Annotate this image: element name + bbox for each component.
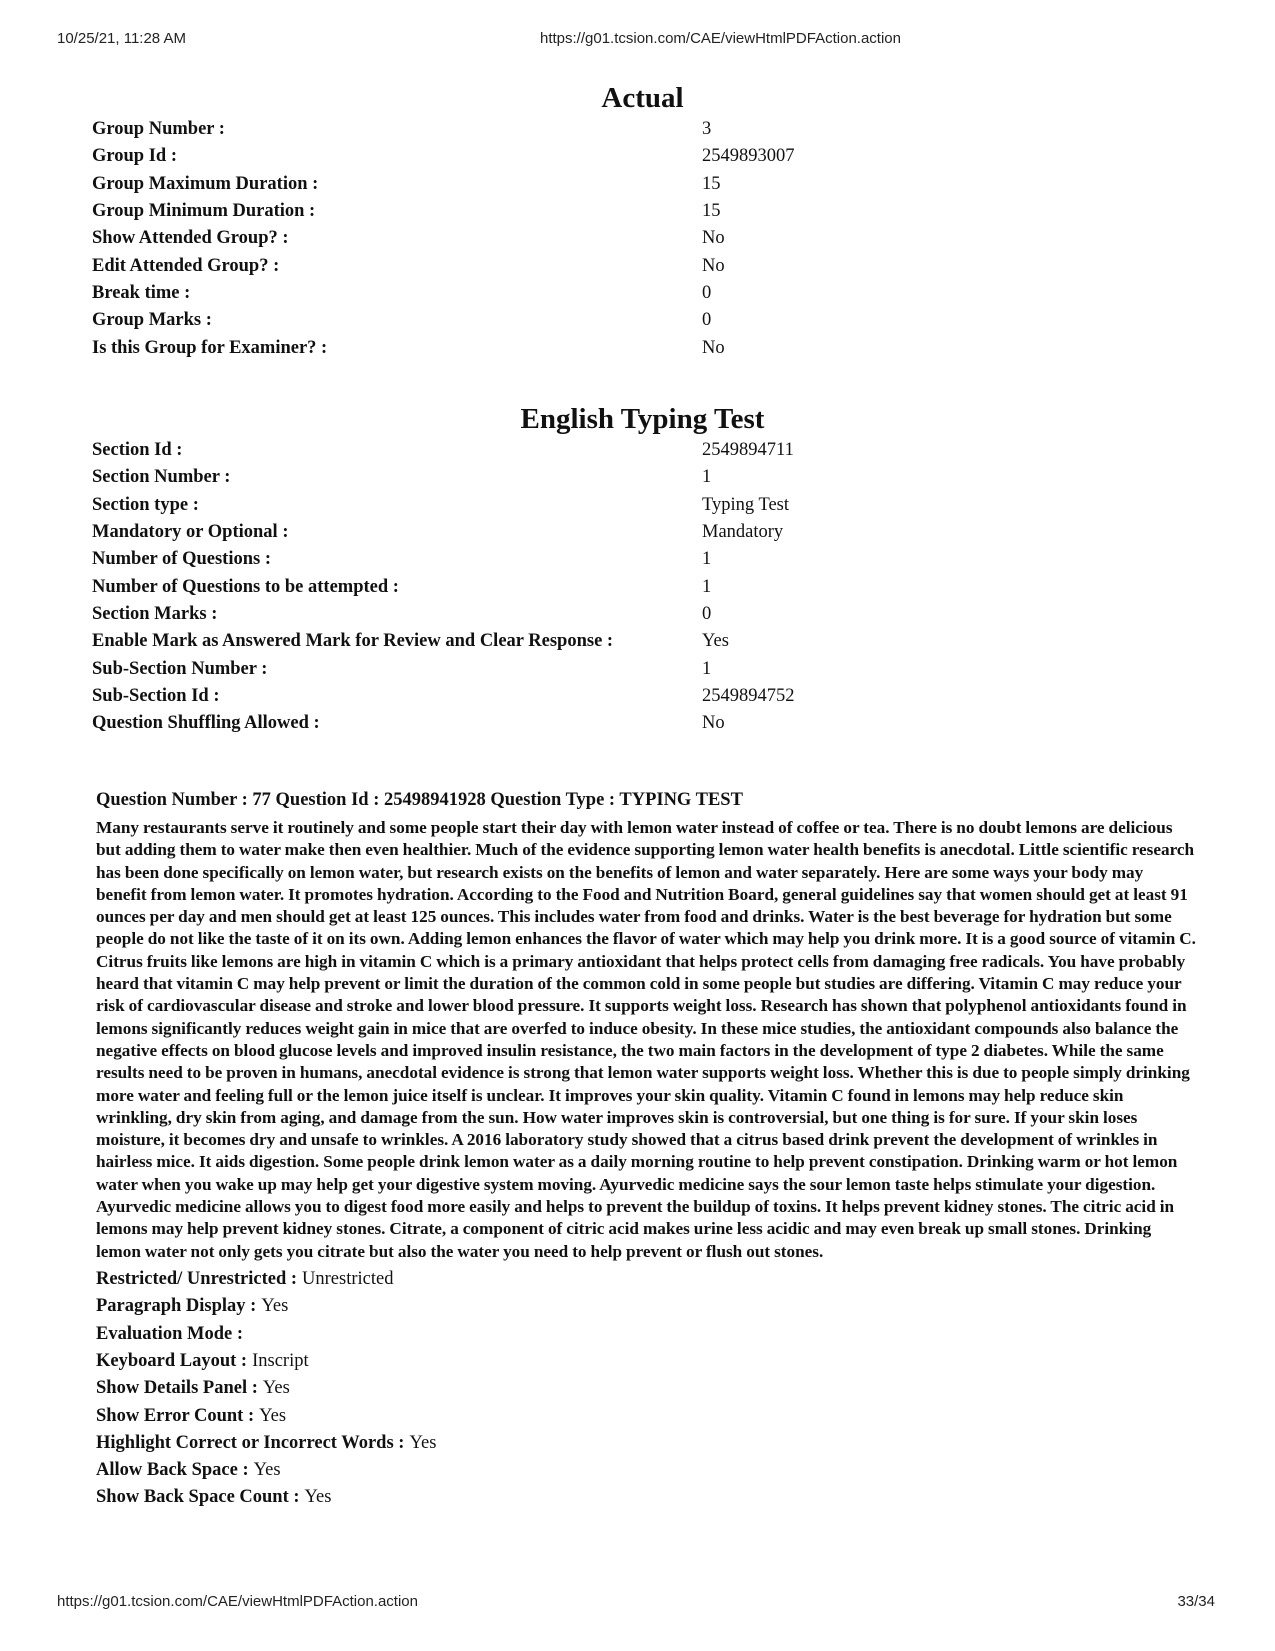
detail-value: 2549894711	[702, 440, 794, 461]
detail-value: 1	[702, 576, 712, 597]
detail-label: Edit Attended Group? :	[92, 255, 280, 276]
detail-row	[92, 519, 1192, 546]
detail-row	[92, 492, 1192, 519]
detail-label: Section Marks :	[92, 603, 218, 624]
detail-label: Number of Questions to be attempted :	[92, 576, 399, 597]
setting-label: Restricted/ Unrestricted :	[96, 1269, 298, 1290]
detail-value: Mandatory	[702, 522, 784, 543]
detail-row	[92, 225, 1192, 252]
detail-value: 2549894752	[702, 685, 795, 706]
setting-value: Yes	[261, 1296, 289, 1317]
group-title: Actual	[601, 82, 684, 114]
detail-value: 15	[702, 201, 721, 222]
setting-value: Inscript	[252, 1350, 309, 1371]
detail-label: Group Number :	[92, 119, 225, 140]
section-title: English Typing Test	[520, 403, 765, 435]
detail-row	[92, 655, 1192, 682]
detail-label: Enable Mark as Answered Mark for Review and Clear Response :	[92, 631, 614, 652]
setting-row	[96, 1430, 1196, 1457]
detail-value: 3	[702, 119, 712, 140]
question-settings	[96, 1266, 1196, 1512]
detail-row	[92, 628, 1192, 655]
setting-row	[96, 1266, 1196, 1293]
setting-value: Yes	[253, 1460, 281, 1481]
setting-row	[96, 1375, 1196, 1402]
setting-label: Allow Back Space :	[96, 1460, 249, 1481]
question-heading: Question Number : 77 Question Id : 25498941928 Question Type : TYPING TEST	[96, 790, 743, 810]
detail-label: Break time :	[92, 282, 191, 303]
setting-row	[96, 1321, 1196, 1348]
detail-value: 0	[702, 603, 712, 624]
detail-value: Typing Test	[702, 494, 789, 515]
detail-row	[92, 437, 1192, 464]
detail-label: Question Shuffling Allowed :	[92, 713, 320, 734]
typing-passage: Many restaurants serve it routinely and some people start their day with lemon water instead of coffee or tea. There is no doubt lemons are delicious but adding them to water make then even healthier. Much of the evidence supporting lemon water health benefits is anecdotal. Little scientific research has been done specifically on lemon water, but research exists on the benefits of lemon and water separately. Here are some ways your body may benefit from lemon water. It promotes hydration. According to the Food and Nutrition Board, general guidelines say that women should get at least 91 ounces per day and men should get at least 125 ounces. This includes water from food and drinks. Water is the best beverage for hydration but some people do not like the taste of it on its own. Adding lemon enhances the flavor of water which may help you drink more. It is a good source of vitamin C. Citrus fruits like lemons are high in vitamin C which is a primary antioxidant that helps protect cells from damaging free radicals. You have probably heard that vitamin C may help prevent or limit the duration of the common cold in some people but studies are differing. Vitamin C may reduce your risk of cardiovascular disease and stroke and lower blood pressure. It supports weight loss. Research has shown that polyphenol antioxidants found in lemons significantly reduces weight gain in mice that are overfed to induce obesity. In these mice studies, the antioxidant compounds also balance the negative effects on blood glucose levels and improved insulin resistance, the two main factors in the development of type 2 diabetes. While the same results need to be proven in humans, anecdotal evidence is strong that lemon water supports weight loss. Whether this is due to people simply drinking more water and feeling full or the lemon juice itself is unclear. It improves your skin quality. Vitamin C found in lemons may help reduce skin wrinkling, dry skin from aging, and damage from the sun. How water improves skin is controversial, but one thing is for sure. If your skin loses moisture, it becomes dry and unsafe to wrinkles. A 2016 laboratory study showed that a citrus based drink prevent the development of wrinkles in hairless mice. It aids digestion. Some people drink lemon water as a daily morning routine to help prevent constipation. Drinking warm or hot lemon water when you wake up may help get your digestive system moving. Ayurvedic medicine says the sour lemon taste helps stimulate your digestion. Ayurvedic medicine allows you to digest food more easily and helps to prevent the buildup of toxins. It helps prevent kidney stones. The citric acid in lemons may help prevent kidney stones. Citrate, a component of citric acid makes urine less acidic and may even break up small stones. Drinking lemon water not only gets you citrate but also the water you need to help prevent or flush out stones.	[96, 818, 1196, 1261]
detail-label: Section Number :	[92, 467, 231, 488]
setting-row	[96, 1348, 1196, 1375]
group-details-table	[92, 116, 1192, 362]
detail-value: 1	[702, 549, 712, 570]
setting-value: Yes	[262, 1378, 290, 1399]
detail-label: Sub-Section Number :	[92, 658, 268, 679]
page-number: 33/34	[1177, 1593, 1215, 1610]
setting-value: Yes	[409, 1432, 437, 1453]
print-url: https://g01.tcsion.com/CAE/viewHtmlPDFAction.action	[540, 30, 901, 47]
detail-label: Group Id :	[92, 146, 177, 167]
setting-value: Yes	[259, 1405, 287, 1426]
detail-row	[92, 307, 1192, 334]
setting-label: Show Details Panel :	[96, 1378, 258, 1399]
setting-label: Highlight Correct or Incorrect Words :	[96, 1432, 405, 1453]
detail-value: No	[702, 713, 725, 734]
setting-label: Evaluation Mode :	[96, 1323, 243, 1344]
detail-row	[92, 252, 1192, 279]
setting-label: Show Error Count :	[96, 1405, 255, 1426]
setting-row	[96, 1484, 1196, 1511]
detail-value: No	[702, 228, 725, 249]
question-block	[96, 790, 1196, 1512]
detail-row	[92, 464, 1192, 491]
detail-row	[92, 171, 1192, 198]
section-details-table	[92, 437, 1192, 737]
setting-row	[96, 1402, 1196, 1429]
detail-value: 0	[702, 310, 712, 331]
detail-label: Mandatory or Optional :	[92, 522, 289, 543]
detail-value: 2549893007	[702, 146, 795, 167]
detail-value: 15	[702, 173, 721, 194]
detail-label: Sub-Section Id :	[92, 685, 220, 706]
detail-value: Yes	[702, 631, 729, 652]
setting-value: Unrestricted	[302, 1269, 394, 1290]
detail-value: No	[702, 337, 725, 358]
setting-value: Yes	[304, 1487, 332, 1508]
detail-row	[92, 710, 1192, 737]
detail-row	[92, 143, 1192, 170]
detail-row	[92, 573, 1192, 600]
detail-row	[92, 601, 1192, 628]
detail-value: No	[702, 255, 725, 276]
setting-label: Show Back Space Count :	[96, 1487, 300, 1508]
detail-value: 0	[702, 282, 712, 303]
detail-row	[92, 116, 1192, 143]
detail-row	[92, 280, 1192, 307]
detail-row	[92, 334, 1192, 361]
detail-label: Group Minimum Duration :	[92, 201, 316, 222]
footer-url: https://g01.tcsion.com/CAE/viewHtmlPDFAction.action	[57, 1593, 418, 1610]
detail-label: Group Marks :	[92, 310, 212, 331]
detail-label: Show Attended Group? :	[92, 228, 289, 249]
setting-label: Keyboard Layout :	[96, 1350, 248, 1371]
detail-label: Group Maximum Duration :	[92, 173, 319, 194]
setting-row	[96, 1293, 1196, 1320]
detail-row	[92, 683, 1192, 710]
detail-value: 1	[702, 658, 712, 679]
detail-label: Is this Group for Examiner? :	[92, 337, 328, 358]
setting-label: Paragraph Display :	[96, 1296, 257, 1317]
detail-row	[92, 198, 1192, 225]
setting-row	[96, 1457, 1196, 1484]
detail-label: Section type :	[92, 494, 199, 515]
detail-value: 1	[702, 467, 712, 488]
print-date: 10/25/21, 11:28 AM	[57, 30, 186, 47]
detail-label: Section Id :	[92, 440, 183, 461]
detail-row	[92, 546, 1192, 573]
detail-label: Number of Questions :	[92, 549, 272, 570]
